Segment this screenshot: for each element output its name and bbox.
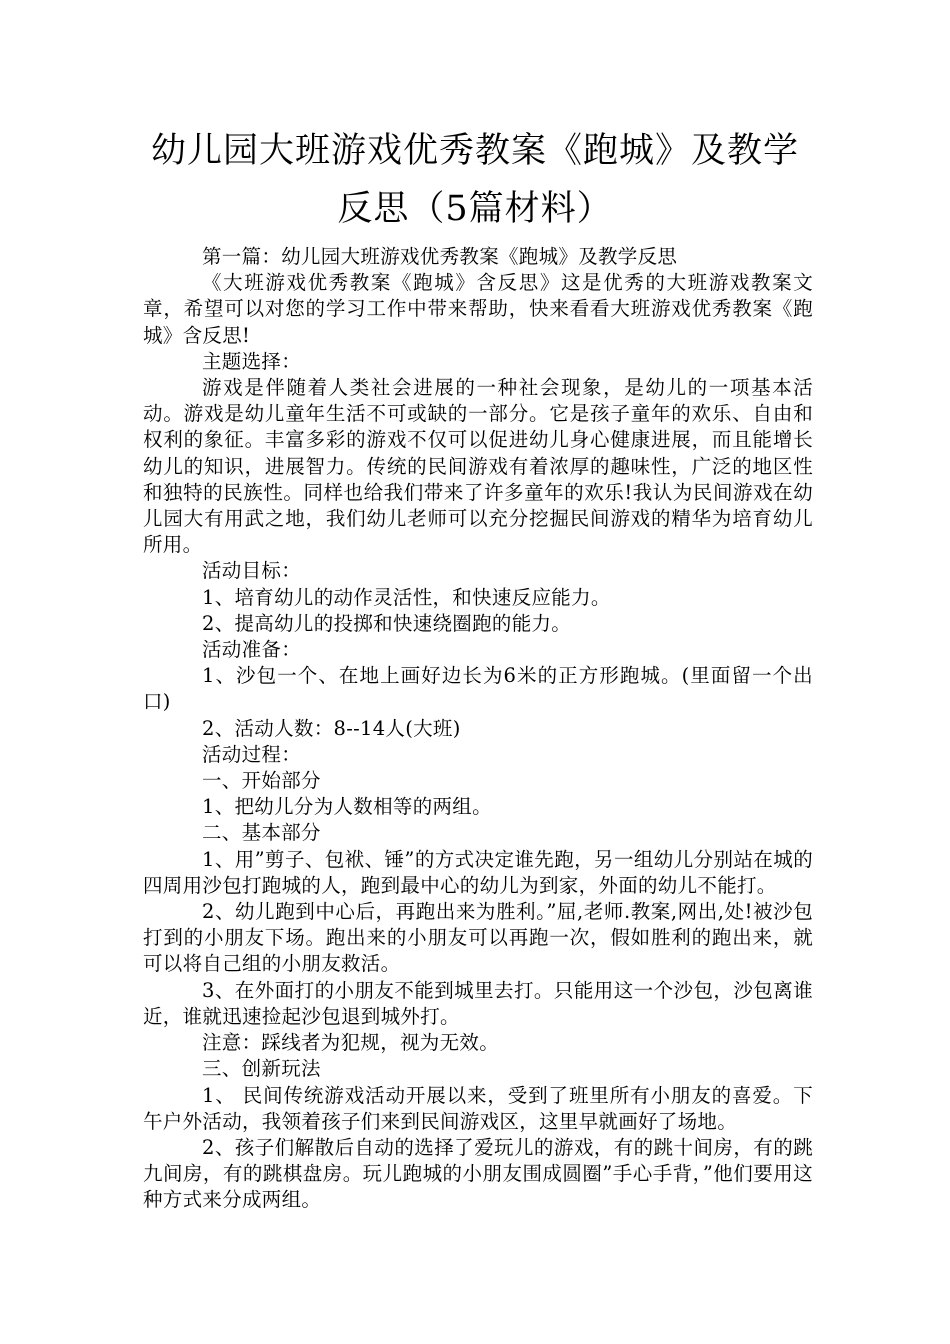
subheading-basic: 二、基本部分 — [202, 821, 321, 845]
goal-item: 2、提高幼儿的投掷和快速绕圈跑的能力。 — [202, 611, 572, 635]
innovation-item: 2、孩子们解散后自动的选择了爱玩儿的游戏，有的跳十间房，有的跳九间房，有的跳棋盘房。玩儿跑城的小朋友围成圆圈”手心手背，”他们要用这种方式来分成两组。 — [143, 1135, 813, 1212]
process-item: 3、在外面打的小朋友不能到城里去打。只能用这一个沙包，沙包离谁近，谁就迅速捡起沙包退到城外打。 — [143, 978, 813, 1028]
preparation-item: 1、沙包一个、在地上画好边长为6米的正方形跑城。(里面留一个出口) — [143, 664, 813, 714]
preparation-item: 2、活动人数：8--14人(大班) — [202, 716, 461, 740]
intro-paragraph: 《大班游戏优秀教案《跑城》含反思》这是优秀的大班游戏教案文章，希望可以对您的学习工作中带来帮助，快来看看大班游戏优秀教案《跑城》含反思! — [143, 271, 813, 347]
subheading-innovation: 三、创新玩法 — [202, 1057, 321, 1081]
document-title — [150, 122, 800, 238]
subheading-start: 一、开始部分 — [202, 769, 321, 793]
document-body — [143, 244, 813, 1214]
note-paragraph: 注意：踩线者为犯规，视为无效。 — [202, 1031, 500, 1055]
process-item: 2、幼儿跑到中心后，再跑出来为胜利。”屈,老师.教案,网出,处!被沙包打到的小朋友下场。跑出来的小朋友可以再跑一次，假如胜利的跑出来，就可以将自己组的小朋友救活。 — [143, 900, 813, 976]
innovation-item: 1、 民间传统游戏活动开展以来，受到了班里所有小朋友的喜爱。下午户外活动，我领着孩子们来到民间游戏区，这里早就画好了场地。 — [143, 1083, 813, 1133]
title-line-2: 反思（5篇材料） — [337, 189, 613, 229]
heading-theme: 主题选择： — [202, 349, 302, 373]
title-line-1: 幼儿园大班游戏优秀教案《跑城》及教学 — [150, 131, 799, 171]
goal-item: 1、培育幼儿的动作灵活性，和快速反应能力。 — [202, 585, 611, 609]
heading-process: 活动过程： — [202, 742, 302, 766]
theme-paragraph: 游戏是伴随着人类社会进展的一种社会现象，是幼儿的一项基本活动。游戏是幼儿童年生活不可或缺的一部分。它是孩子童年的欢乐、自由和权利的象征。丰富多彩的游戏不仅可以促进幼儿身心健康进展，而且能增长幼儿的知识，进展智力。传统的民间游戏有着浓厚的趣味性，广泛的地区性和独特的民族性。同样也给我们带来了许多童年的欢乐!我认为民间游戏在幼儿园大有用武之地，我们幼儿老师可以充分挖掘民间游戏的精华为培育幼儿所用。 — [143, 376, 813, 557]
heading-preparation: 活动准备： — [202, 638, 302, 662]
section-heading: 第一篇：幼儿园大班游戏优秀教案《跑城》及教学反思 — [202, 245, 678, 268]
heading-goals: 活动目标： — [202, 559, 302, 583]
process-item: 1、用”剪子、包袱、锤”的方式决定谁先跑，另一组幼儿分别站在城的四周用沙包打跑城的人，跑到最中心的幼儿为到家，外面的幼儿不能打。 — [143, 847, 813, 897]
process-item: 1、把幼儿分为人数相等的两组。 — [202, 795, 492, 819]
